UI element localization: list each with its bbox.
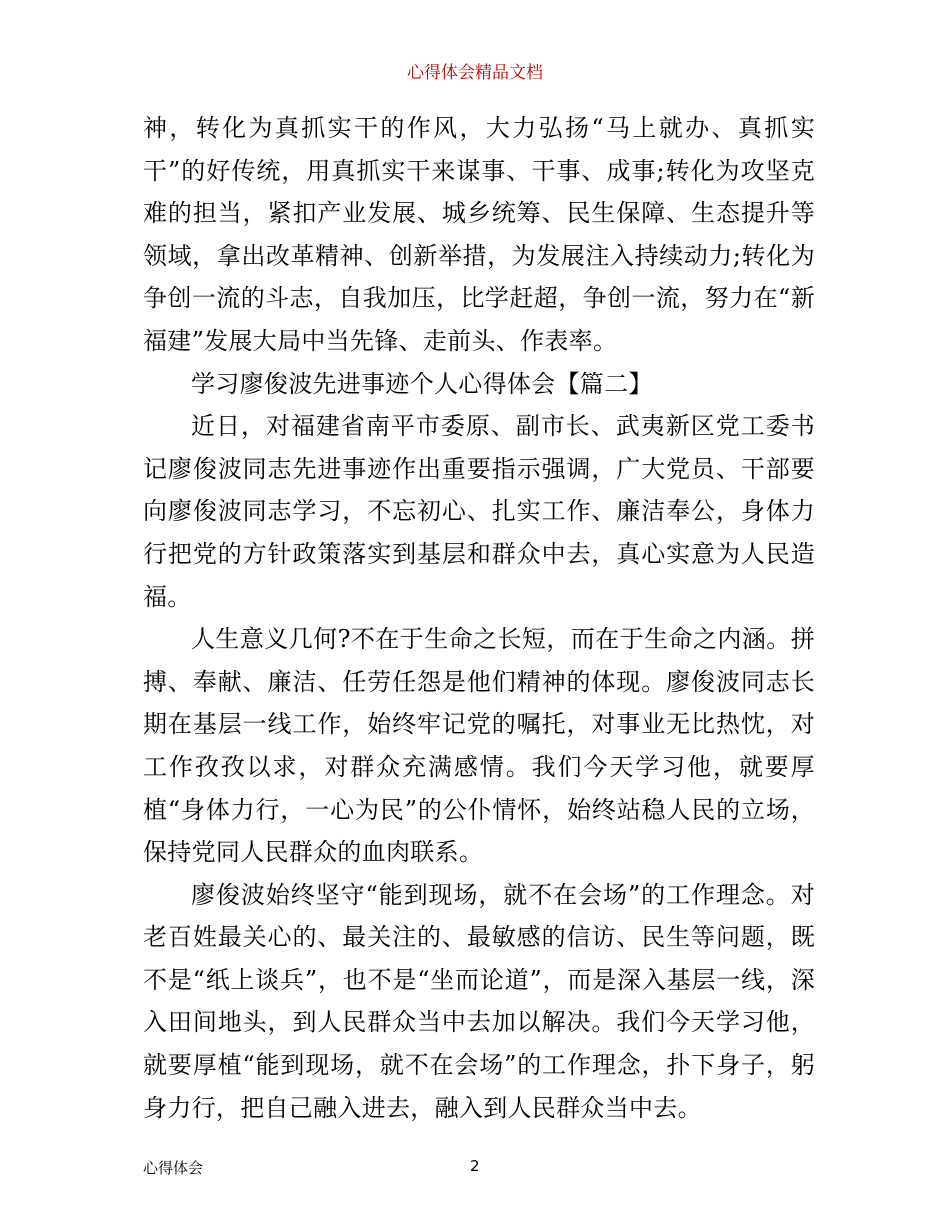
page-header-title: 心得体会精品文档 [407,63,543,83]
paragraph: 近日，对福建省南平市委原、副市长、武夷新区党工委书记廖俊波同志先进事迹作出重要指示强调，广大党员、干部要向廖俊波同志学习，不忘初心、扎实工作、廉洁奉公，身体力行把党的方针政策落实到基层和群众中去，真心实意为人民造福。 [143,412,815,611]
paragraph: 人生意义几何?不在于生命之长短，而在于生命之内涵。拼搏、奉献、廉洁、任劳任怨是他们精神的体现。廖俊波同志长期在基层一线工作，始终牢记党的嘱托，对事业无比热忱，对工作孜孜以求，对群众充满感情。我们今天学习他，就要厚植“身体力行，一心为民”的公仆情怀，始终站稳人民的立场，保持党同人民群众的血肉联系。 [143,625,815,867]
paragraph-continued: 神，转化为真抓实干的作风，大力弘扬“马上就办、真抓实干”的好传统，用真抓实干来谋事、干事、成事;转化为攻坚克难的担当，紧扣产业发展、城乡统筹、民生保障、生态提升等领域，拿出改革精神、创新举措，为发展注入持续动力;转化为争创一流的斗志，自我加压，比学赶超，争创一流，努力在“新福建”发展大局中当先锋、走前头、作表率。 [143,114,815,355]
document-body [143,107,815,1129]
page-number: 2 [470,1157,480,1175]
paragraph: 廖俊波始终坚守“能到现场，就不在会场”的工作理念。对老百姓最关心的、最关注的、最敏感的信访、民生等问题，既不是“纸上谈兵”，也不是“坐而论道”，而是深入基层一线，深入田间地头，到人民群众当中去加以解决。我们今天学习他，就要厚植“能到现场，就不在会场”的工作理念，扑下身子，躬身力行，把自己融入进去，融入到人民群众当中去。 [143,880,815,1122]
footer-label: 心得体会 [143,1159,204,1177]
section-heading: 学习廖俊波先进事迹个人心得体会【篇二】 [191,369,653,398]
